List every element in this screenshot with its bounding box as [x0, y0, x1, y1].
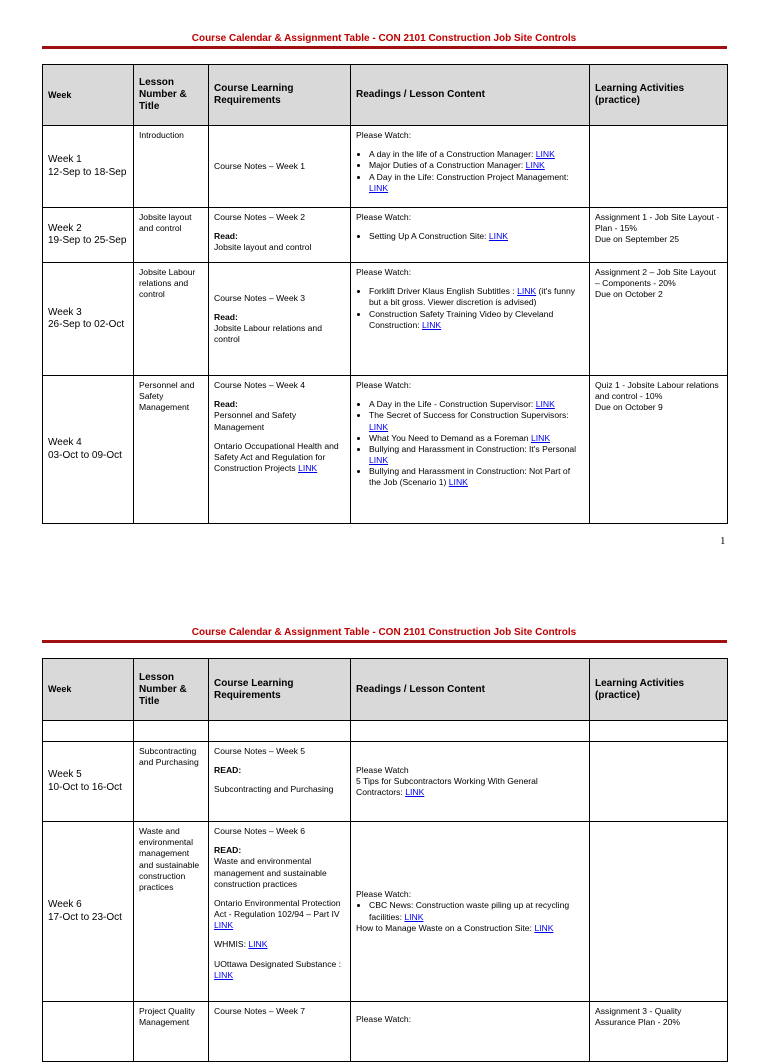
list-item: • Construction Safety Training Video by Cleveland Construction: LINK	[369, 309, 584, 331]
table-row	[43, 126, 728, 208]
week-cell: Week 4 03-Oct to 09-Oct	[43, 376, 134, 524]
link[interactable]: LINK	[534, 922, 554, 933]
page-number: 1	[720, 535, 726, 547]
table-row	[43, 263, 728, 376]
table-row	[43, 721, 728, 742]
activities-cell: Assignment 2 – Job Site Layout – Components - 20% Due on October 2	[590, 263, 728, 376]
list-item: • Setting Up A Construction Site: LINK	[369, 231, 584, 242]
link[interactable]: LINK	[214, 920, 234, 931]
requirements-cell: Course Notes – Week 7	[209, 1002, 351, 1062]
list-item: • Bullying and Harassment in Construction: Not Part of the Job (Scenario 1) LINK	[369, 466, 584, 488]
col-header-requirements: Course Learning Requirements	[209, 65, 351, 126]
empty-cell	[209, 721, 351, 742]
list-item: • Bullying and Harassment in Construction: It's Personal LINK	[369, 444, 584, 466]
link[interactable]: LINK	[369, 421, 389, 432]
link[interactable]: LINK	[248, 939, 268, 950]
lesson-cell: Personnel and Safety Management	[134, 376, 209, 524]
list-item: • Major Duties of a Construction Manager: LINK	[369, 160, 584, 171]
table-row	[43, 208, 728, 263]
link[interactable]: LINK	[535, 149, 555, 160]
empty-cell	[134, 721, 209, 742]
page-header-title: Course Calendar & Assignment Table - CON 2101 Construction Job Site Controls	[191, 627, 577, 638]
week-cell: Week 5 10-Oct to 16-Oct	[43, 742, 134, 822]
readings-cell: Please Watch: • Forklift Driver Klaus English Subtitles : LINK (it's funny but a bit gross. Viewer discretion is advised) • Construction Safety Training Video by Cleveland Construction: LINK	[351, 263, 590, 376]
link[interactable]: LINK	[535, 399, 555, 410]
readings-cell: Please Watch: • CBC News: Construction waste piling up at recycling facilities: LINK How to Manage Waste on a Construction Site: LINK	[351, 822, 590, 1002]
week-cell	[43, 1002, 134, 1062]
header-rule	[42, 46, 727, 49]
col-header-readings: Readings / Lesson Content	[351, 65, 590, 126]
activities-cell: Assignment 1 - Job Site Layout - Plan - 15% Due on September 25	[590, 208, 728, 263]
lesson-cell: Jobsite Labour relations and control	[134, 263, 209, 376]
list-item: • A day in the life of a Construction Manager: LINK	[369, 149, 584, 160]
col-header-activities: Learning Activities (practice)	[590, 65, 728, 126]
header-rule	[42, 640, 727, 643]
link[interactable]: LINK	[517, 286, 537, 297]
link[interactable]: LINK	[404, 911, 424, 922]
col-header-lesson: Lesson Number & Title	[134, 65, 209, 126]
requirements-cell: Course Notes – Week 6 READ: Waste and environmental management and sustainable construction practices Ontario Environmental Protection Act - Regulation 102/94 – Part IV LINK WHMIS: LINK UOttawa Designated Substance : LINK	[209, 822, 351, 1002]
list-item: • A Day in the Life: Construction Project Management: LINK	[369, 172, 584, 194]
page-header-title: Course Calendar & Assignment Table - CON 2101 Construction Job Site Controls	[191, 33, 577, 44]
table-row	[43, 376, 728, 524]
col-header-requirements: Course Learning Requirements	[209, 659, 351, 721]
link[interactable]: LINK	[369, 455, 389, 466]
activities-cell: Assignment 3 - Quality Assurance Plan - 20%	[590, 1002, 728, 1062]
week-cell: Week 6 17-Oct to 23-Oct	[43, 822, 134, 1002]
link[interactable]: LINK	[488, 231, 509, 242]
link[interactable]: LINK	[214, 969, 234, 980]
link[interactable]: LINK	[525, 160, 545, 171]
requirements-cell: Course Notes – Week 1	[209, 126, 351, 208]
lesson-cell: Waste and environmental management and sustainable construction practices	[134, 822, 209, 1002]
empty-cell	[43, 721, 134, 742]
lesson-cell: Project Quality Management	[134, 1002, 209, 1062]
link[interactable]: LINK	[448, 477, 468, 488]
requirements-cell: Course Notes – Week 4 Read: Personnel and Safety Management Ontario Occupational Health and Safety Act and Regulation for Construction Projects LINK	[209, 376, 351, 524]
requirements-cell: Course Notes – Week 2 Read: Jobsite layout and control	[209, 208, 351, 263]
link[interactable]: LINK	[298, 463, 318, 474]
activities-cell	[590, 822, 728, 1002]
col-header-week: Week	[43, 65, 134, 126]
link[interactable]: LINK	[422, 319, 442, 330]
lesson-cell: Jobsite layout and control	[134, 208, 209, 263]
activities-cell	[590, 742, 728, 822]
col-header-lesson: Lesson Number & Title	[134, 659, 209, 721]
empty-cell	[590, 721, 728, 742]
course-calendar-table	[42, 64, 728, 524]
requirements-cell: Course Notes – Week 3 Read: Jobsite Labour relations and control	[209, 263, 351, 376]
table-row	[43, 1002, 728, 1062]
list-item: • A Day in the Life - Construction Supervisor: LINK	[369, 399, 584, 410]
table-row	[43, 742, 728, 822]
readings-cell: Please Watch: • A day in the life of a Construction Manager: LINK • Major Duties of a Construction Manager: LINK • A Day in the Life: Construction Project Management: LINK	[351, 126, 590, 208]
col-header-activities: Learning Activities (practice)	[590, 659, 728, 721]
list-item: • The Secret of Success for Construction Supervisors: LINK	[369, 410, 584, 432]
week-cell: Week 2 19-Sep to 25-Sep	[43, 208, 134, 263]
lesson-cell: Introduction	[134, 126, 209, 208]
activities-cell	[590, 126, 728, 208]
col-header-week: Week	[43, 659, 134, 721]
col-header-readings: Readings / Lesson Content	[351, 659, 590, 721]
link[interactable]: LINK	[369, 182, 389, 193]
link[interactable]: LINK	[530, 432, 551, 443]
lesson-cell: Subcontracting and Purchasing	[134, 742, 209, 822]
list-item: • CBC News: Construction waste piling up at recycling facilities: LINK	[369, 900, 584, 922]
list-item: • Forklift Driver Klaus English Subtitles : LINK (it's funny but a bit gross. Viewer discretion is advised)	[369, 286, 584, 308]
link[interactable]: LINK	[405, 787, 425, 798]
week-cell: Week 1 12-Sep to 18-Sep	[43, 126, 134, 208]
week-cell: Week 3 26-Sep to 02-Oct	[43, 263, 134, 376]
course-calendar-table	[42, 658, 728, 1062]
table-row	[43, 822, 728, 1002]
list-item: • What You Need to Demand as a Foreman LINK	[369, 433, 584, 444]
activities-cell: Quiz 1 - Jobsite Labour relations and control - 10% Due on October 9	[590, 376, 728, 524]
table-header-row	[43, 659, 728, 721]
requirements-cell: Course Notes – Week 5 READ: Subcontracting and Purchasing	[209, 742, 351, 822]
readings-cell: Please Watch 5 Tips for Subcontractors Working With General Contractors: LINK	[351, 742, 590, 822]
readings-cell: Please Watch:	[351, 1002, 590, 1062]
table-header-row	[43, 65, 728, 126]
readings-cell: Please Watch: • A Day in the Life - Construction Supervisor: LINK • The Secret of Success for Construction Supervisors: LINK • What You Need to Demand as a Foreman LINK • Bullying and Harassment in Construction: It's Personal LINK • Bullying and Harassment in Construction: Not Part of the Job (Scenario 1) LINK	[351, 376, 590, 524]
empty-cell	[351, 721, 590, 742]
readings-cell: Please Watch: • Setting Up A Construction Site: LINK	[351, 208, 590, 263]
